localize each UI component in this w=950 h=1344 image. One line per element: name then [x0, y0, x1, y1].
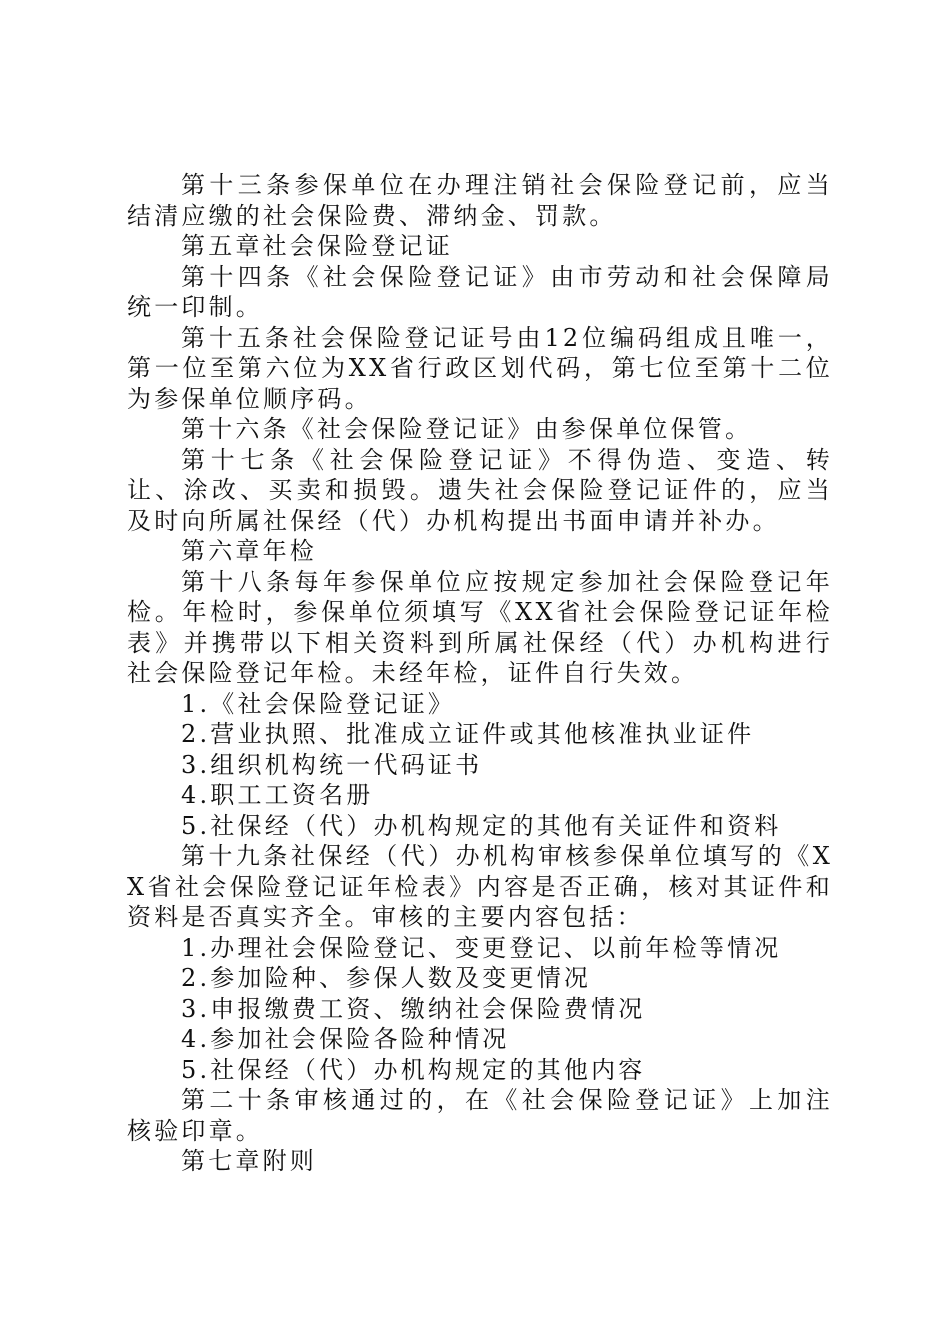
article-18: 第十八条每年参保单位应按规定参加社会保险登记年检。年检时，参保单位须填写《XX省社会保险登记证年检表》并携带以下相关资料到所属社保经（代）办机构进行社会保险登记年检。未经年检，证件自行失效。: [127, 567, 833, 687]
document-body: [127, 170, 833, 1177]
article-15: 第十五条社会保险登记证号由12位编码组成且唯一，第一位至第六位为XX省行政区划代码，第七位至第十二位为参保单位顺序码。: [127, 323, 833, 413]
article-19: 第十九条社保经（代）办机构审核参保单位填写的《XX省社会保险登记证年检表》内容是否正确，核对其证件和资料是否真实齐全。审核的主要内容包括：: [127, 842, 833, 931]
article-18-item-2: 2.营业执照、批准成立证件或其他核准执业证件: [181, 720, 755, 748]
article-19-item-2: 2.参加险种、参保人数及变更情况: [181, 964, 592, 992]
article-18-item-5: 5.社保经（代）办机构规定的其他有关证件和资料: [181, 811, 782, 840]
article-18-item-1: 1.《社会保险登记证》: [181, 689, 456, 718]
article-16: 第十六条《社会保险登记证》由参保单位保管。: [181, 415, 753, 443]
article-18-item-4: 4.职工工资名册: [181, 781, 374, 809]
article-19-item-1: 1.办理社会保险登记、变更登记、以前年检等情况: [181, 933, 782, 962]
article-19-item-4: 4.参加社会保险各险种情况: [181, 1025, 510, 1053]
article-20: 第二十条审核通过的，在《社会保险登记证》上加注核验印章。: [127, 1086, 833, 1145]
chapter-6-heading: 第六章年检: [181, 537, 317, 565]
chapter-7-heading: 第七章附则: [181, 1147, 317, 1175]
article-19-item-3: 3.申报缴费工资、缴纳社会保险费情况: [181, 994, 646, 1023]
article-14: 第十四条《社会保险登记证》由市劳动和社会保障局统一印制。: [127, 262, 833, 321]
article-13: 第十三条参保单位在办理注销社会保险登记前，应当结清应缴的社会保险费、滞纳金、罚款。: [127, 171, 833, 230]
article-18-item-3: 3.组织机构统一代码证书: [181, 750, 483, 779]
chapter-5-heading: 第五章社会保险登记证: [181, 232, 453, 260]
article-19-item-5: 5.社保经（代）办机构规定的其他内容: [181, 1055, 646, 1084]
article-17: 第十七条《社会保险登记证》不得伪造、变造、转让、涂改、买卖和损毁。遗失社会保险登记证件的，应当及时向所属社保经（代）办机构提出书面申请并补办。: [127, 445, 833, 535]
